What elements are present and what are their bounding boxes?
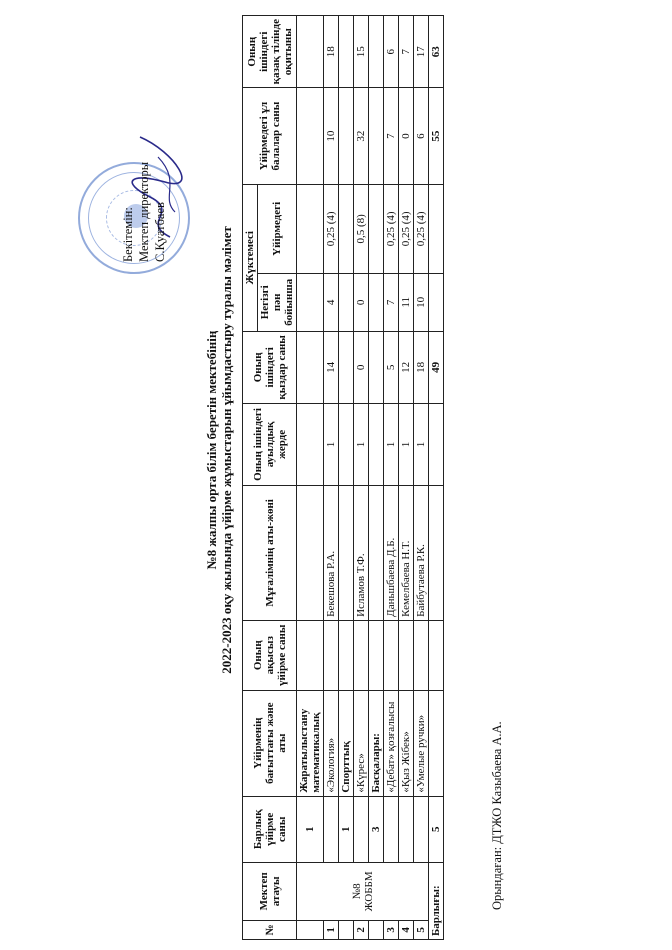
cell-total xyxy=(384,796,399,862)
header-children: Үйірмедегі ұл балалар саны xyxy=(243,88,297,184)
header-teacher: Мұғалімнің аты-жөні xyxy=(243,485,297,620)
cell-total xyxy=(414,796,429,862)
cell-rural: 1 xyxy=(414,403,429,485)
cell-girls xyxy=(369,331,384,403)
cell-rural xyxy=(339,403,354,485)
header-load-main: Негізгі пән бойынша xyxy=(258,273,297,331)
table-row xyxy=(399,16,414,940)
cell-kazakh: 7 xyxy=(399,16,414,88)
cell-children: 10 xyxy=(324,88,339,184)
cell-rural: 1 xyxy=(399,403,414,485)
cell-kazakh: 6 xyxy=(384,16,399,88)
approval-name: С.Қуатбаев xyxy=(153,202,167,262)
cell-load-club xyxy=(297,184,324,273)
cell-total xyxy=(324,796,339,862)
cell-teacher xyxy=(339,485,354,620)
cell-children: 6 xyxy=(414,88,429,184)
cell-free xyxy=(369,620,384,690)
cell-kazakh xyxy=(339,16,354,88)
cell-children: 0 xyxy=(399,88,414,184)
cell-load-main: 11 xyxy=(399,273,414,331)
cell-club-name: «Қыз Жібек» xyxy=(399,690,414,796)
cell-rural xyxy=(297,403,324,485)
cell-kazakh xyxy=(369,16,384,88)
cell-load-main: 4 xyxy=(324,273,339,331)
table-row xyxy=(414,16,429,940)
document-title: №8 жалпы орта білім беретін мектебінің xyxy=(204,330,219,570)
cell-load-club xyxy=(369,184,384,273)
cell-load-main: 0 xyxy=(354,273,369,331)
totals-empty xyxy=(429,403,444,485)
cell-num: 4 xyxy=(399,920,414,939)
cell-club-name: «Күрес» xyxy=(354,690,369,796)
clubs-table xyxy=(242,15,444,940)
totals-label xyxy=(429,862,444,939)
totals-empty xyxy=(429,690,444,796)
cell-load-club xyxy=(339,184,354,273)
cell-children: 7 xyxy=(384,88,399,184)
table-row xyxy=(324,16,339,940)
cell-teacher xyxy=(297,485,324,620)
header-free-clubs: Оның ақысыз үйірме саны xyxy=(243,620,297,690)
prepared-by: Орындаған: ДТЖО Казыбаева А.А. xyxy=(490,721,504,910)
cell-teacher xyxy=(369,485,384,620)
table-row xyxy=(384,16,399,940)
cell-club-name: Жаратылыстану математикалық xyxy=(297,690,324,796)
cell-girls xyxy=(339,331,354,403)
header-club-name: Үйірменің бағыттағы және аты xyxy=(243,690,297,796)
cell-club-name: «Дебат» қозғалысы xyxy=(384,690,399,796)
header-school: Мектеп атауы xyxy=(243,862,297,920)
cell-club-name: Басқалары: xyxy=(369,690,384,796)
cell-club-name: «Умелые ручки» xyxy=(414,690,429,796)
cell-load-main: 7 xyxy=(384,273,399,331)
totals-empty xyxy=(429,620,444,690)
cell-total xyxy=(399,796,414,862)
cell-club-name: «Экология» xyxy=(324,690,339,796)
cell-kazakh: 15 xyxy=(354,16,369,88)
totals-children: 55 xyxy=(429,88,444,184)
cell-load-club: 0,25 (4) xyxy=(414,184,429,273)
approval-block xyxy=(120,162,168,262)
cell-num: 1 xyxy=(324,920,339,939)
cell-kazakh: 18 xyxy=(324,16,339,88)
cell-total xyxy=(354,796,369,862)
cell-club-name: Спорттық xyxy=(339,690,354,796)
cell-girls: 0 xyxy=(354,331,369,403)
cell-children xyxy=(339,88,354,184)
cell-num xyxy=(369,920,384,939)
cell-teacher: Даньшбаева Д.Б. xyxy=(384,485,399,620)
cell-teacher: Бекешова Р.А. xyxy=(324,485,339,620)
approval-label: Бекітемін: xyxy=(121,207,135,262)
totals-empty xyxy=(429,273,444,331)
totals-girls: 49 xyxy=(429,331,444,403)
cell-free xyxy=(399,620,414,690)
cell-children: 32 xyxy=(354,88,369,184)
totals-kazakh: 63 xyxy=(429,16,444,88)
cell-free xyxy=(339,620,354,690)
totals-empty xyxy=(429,485,444,620)
header-total-clubs: Барлық үйірме саны xyxy=(243,796,297,862)
cell-children xyxy=(297,88,324,184)
cell-load-club: 0,25 (4) xyxy=(384,184,399,273)
cell-teacher: Исламов Т.Ф. xyxy=(354,485,369,620)
cell-free xyxy=(414,620,429,690)
table-row xyxy=(369,16,384,940)
cell-school: №8 ЖОББМ xyxy=(297,862,429,920)
cell-total: 1 xyxy=(339,796,354,862)
cell-girls: 18 xyxy=(414,331,429,403)
cell-load-main xyxy=(339,273,354,331)
totals-label-text: Барлығы: xyxy=(430,885,442,936)
header-load: Жүктемесі xyxy=(243,184,258,331)
cell-teacher: Кемелбаева Н.Т. xyxy=(399,485,414,620)
cell-total: 3 xyxy=(369,796,384,862)
table-row xyxy=(297,16,324,940)
header-girls: Оның ішіндегі қыздар саны xyxy=(243,331,297,403)
cell-load-main xyxy=(369,273,384,331)
cell-girls: 14 xyxy=(324,331,339,403)
header-rural: Оның ішіндегі ауылдық жерде xyxy=(243,403,297,485)
cell-num: 5 xyxy=(414,920,429,939)
cell-free xyxy=(324,620,339,690)
cell-rural: 1 xyxy=(324,403,339,485)
cell-rural xyxy=(369,403,384,485)
document-subtitle: 2022-2023 оқу жылында үйірме жұмыстарын ұйымдастыру туралы мәлімет xyxy=(219,226,234,674)
cell-girls: 5 xyxy=(384,331,399,403)
cell-children xyxy=(369,88,384,184)
cell-rural: 1 xyxy=(354,403,369,485)
cell-teacher: Байбутаева Р.К. xyxy=(414,485,429,620)
cell-kazakh: 17 xyxy=(414,16,429,88)
approval-position: Мектеп директоры xyxy=(137,161,151,262)
header-load-club: Үйірмедегі xyxy=(258,184,297,273)
cell-load-main: 10 xyxy=(414,273,429,331)
cell-num xyxy=(297,920,324,939)
cell-free xyxy=(384,620,399,690)
cell-num: 2 xyxy=(354,920,369,939)
totals-row xyxy=(429,16,444,940)
table-row xyxy=(339,16,354,940)
cell-free xyxy=(297,620,324,690)
cell-num xyxy=(339,920,354,939)
cell-girls xyxy=(297,331,324,403)
cell-total: 1 xyxy=(297,796,324,862)
header-num: № xyxy=(243,920,297,939)
cell-kazakh xyxy=(297,16,324,88)
cell-load-club: 0,5 (8) xyxy=(354,184,369,273)
cell-girls: 12 xyxy=(399,331,414,403)
table-row xyxy=(354,16,369,940)
cell-rural: 1 xyxy=(384,403,399,485)
cell-num: 3 xyxy=(384,920,399,939)
header-kazakh: Оның ішіндегі қазақ тілінде оқитыны xyxy=(243,16,297,88)
cell-load-club: 0,25 (4) xyxy=(324,184,339,273)
totals-empty xyxy=(429,184,444,273)
totals-clubs: 5 xyxy=(429,796,444,862)
cell-load-main xyxy=(297,273,324,331)
cell-free xyxy=(354,620,369,690)
cell-load-club: 0,25 (4) xyxy=(399,184,414,273)
